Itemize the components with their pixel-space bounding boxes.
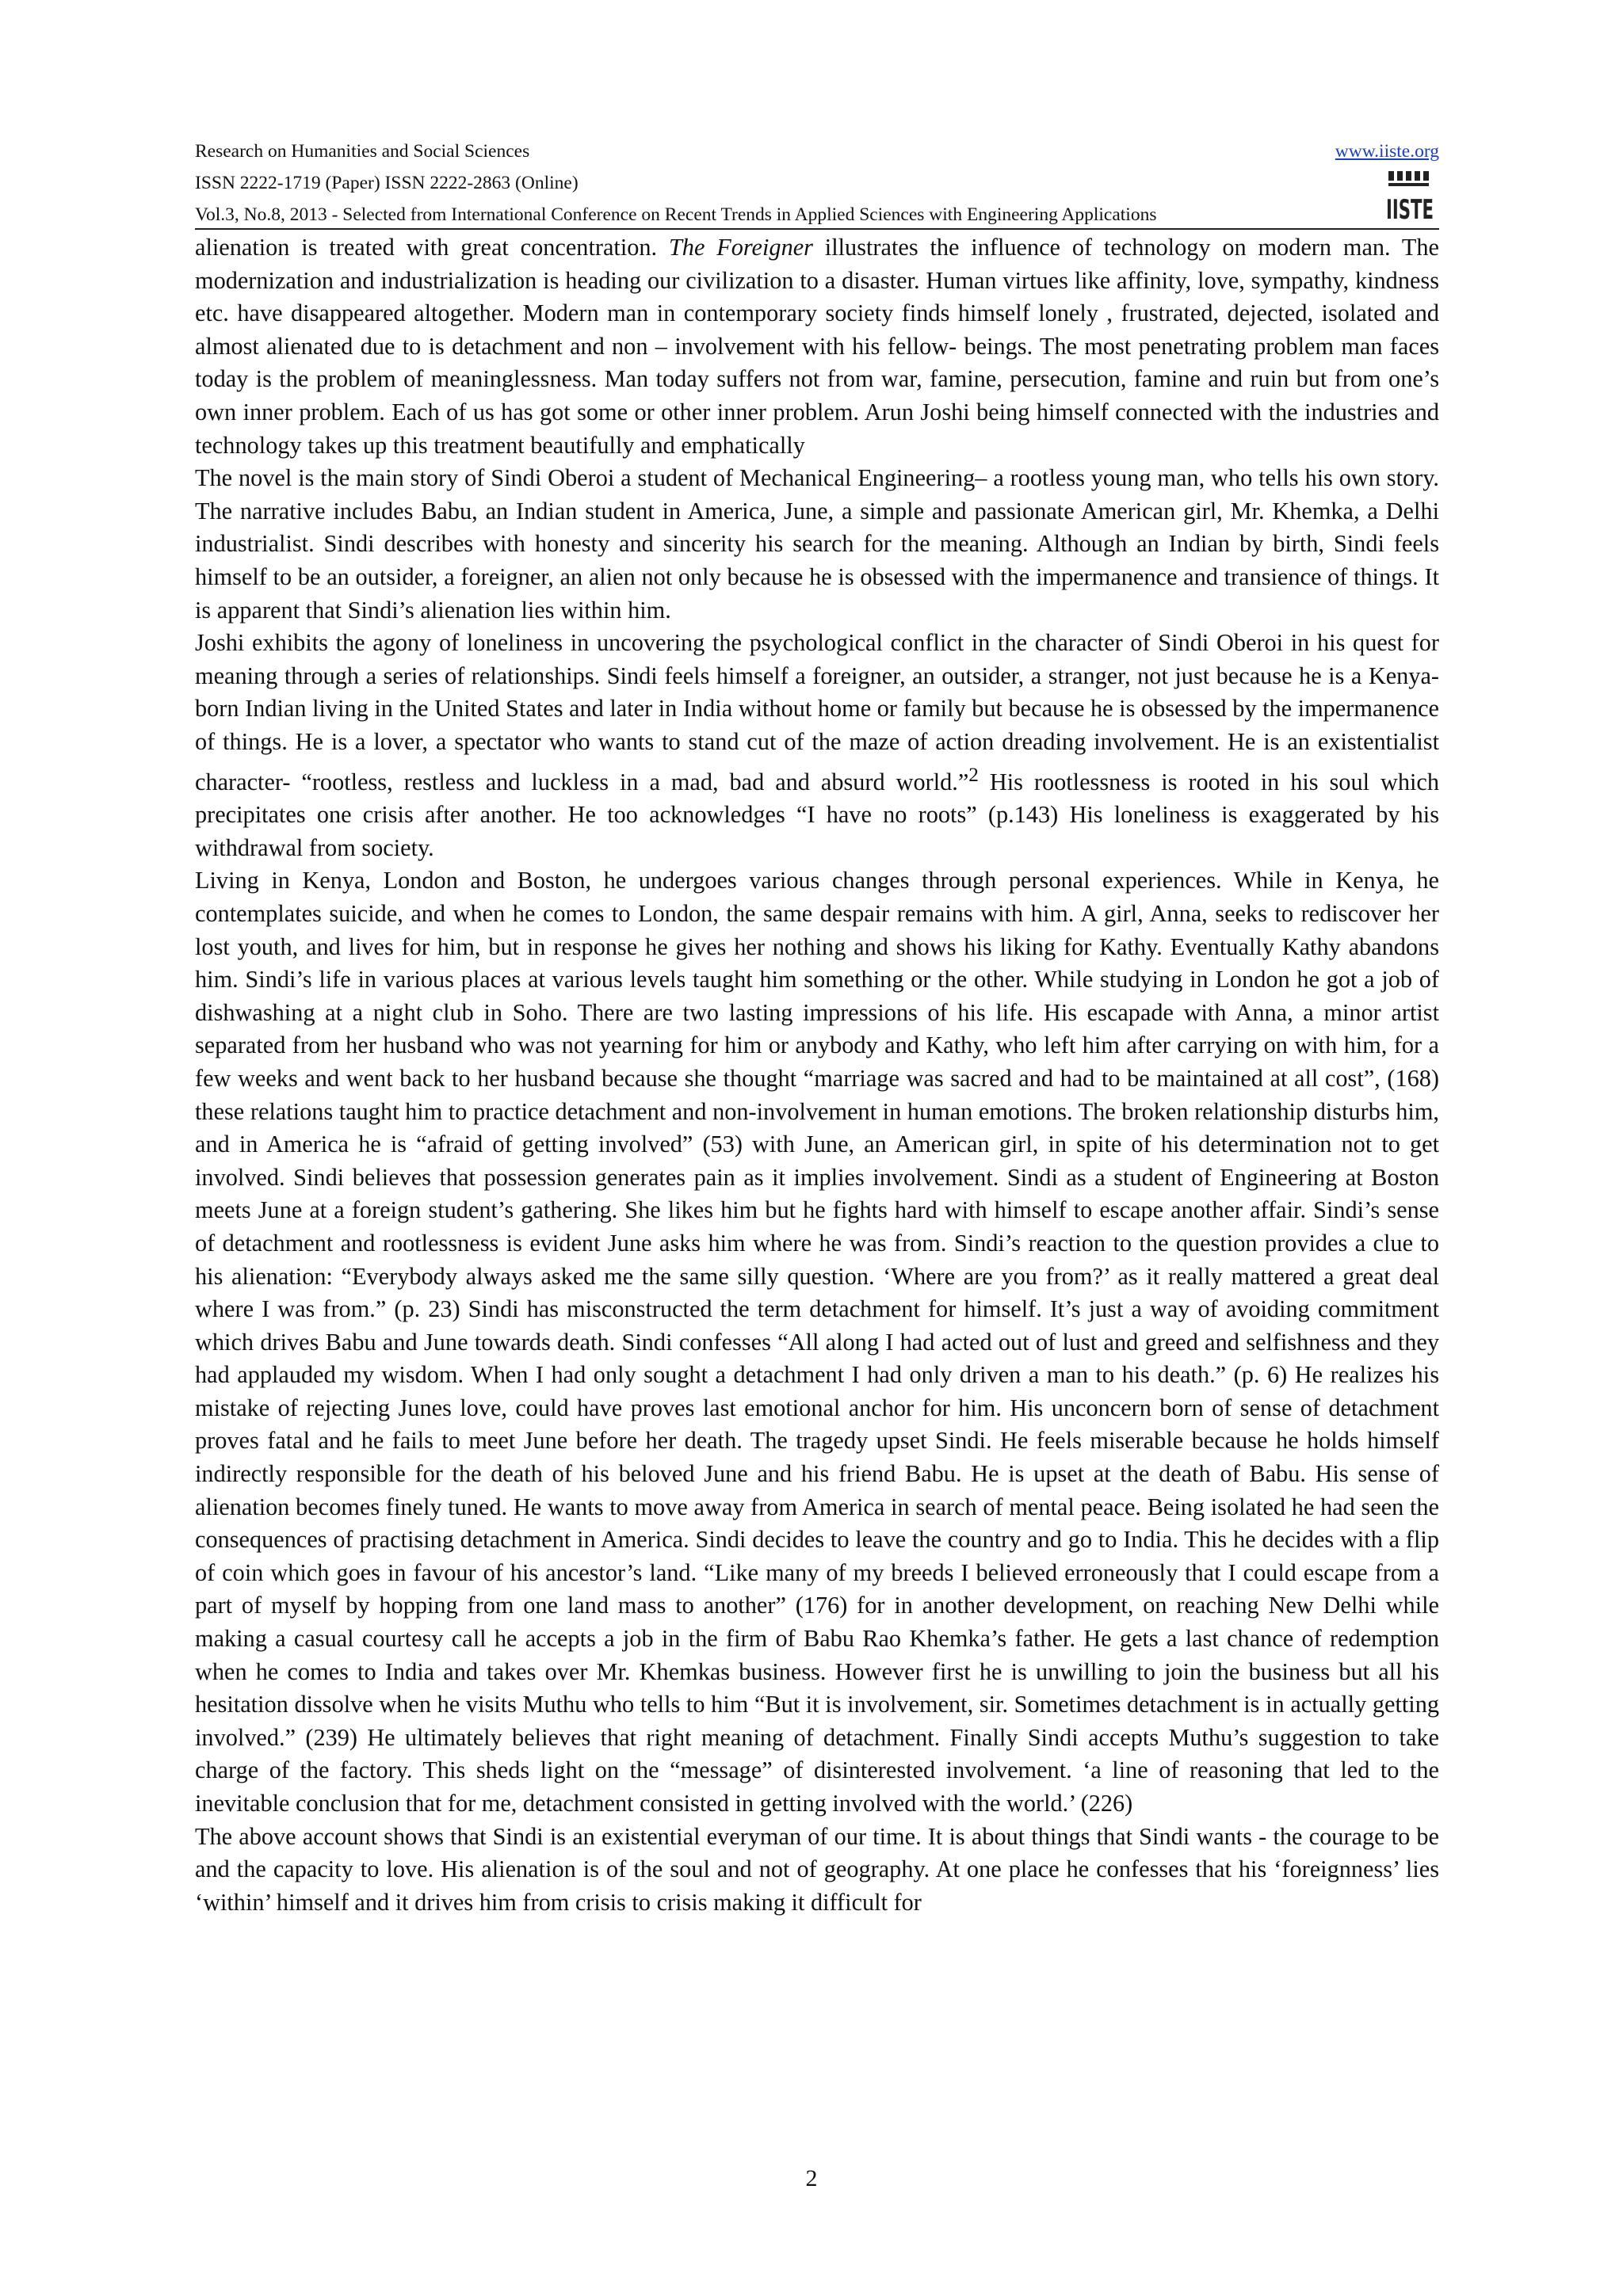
paragraph-4: Living in Kenya, London and Boston, he undergoes various changes through personal experiences. While in Kenya, he contemplates suicide, and when he comes to London, the same despair remains with him. A girl, Anna, seeks to rediscover her lost youth, and lives for him, but in response he gives her nothing and shows his liking for Kathy. Eventually Kathy abandons him. Sindi’s life in various places at various levels taught him something or the other. While studying in London he got a job of dishwashing at a night club in Soho. There are two lasting impressions of his life. His escapade with Anna, a minor artist separated from her husband who was not yearning for him or anybody and Kathy, who left him after carrying on with him, for a few weeks and went back to her husband because she thought “marriage was sacred and had to be maintained at all cost”, (168) these relations taught him to practice detachment and non-involvement in human emotions. The broken relationship disturbs him, and in America he is “afraid of getting involved” (53) with June, an American girl, in spite of his determination not to get involved. Sindi believes that possession generates pain as it implies involvement. Sindi as a student of Engineering at Boston meets June at a foreign student’s gathering. She likes him but he fights hard with himself to escape another affair. Sindi’s sense of detachment and rootlessness is evident June asks him where he was from. Sindi’s reaction to the question provides a clue to his alienation: “Everybody always asked me the same silly question. ‘Where are you from?’ as it really mattered a great deal where I was from.” (p. 23) Sindi has misconstructed the term detachment for himself. It’s just a way of avoiding commitment which drives Babu and June towards death. Sindi confesses “All along I had acted out of lust and greed and selfishness and they had applauded my wisdom. When I had only sought a detachment I had only driven a man to his death.” (p. 6) He realizes his mistake of rejecting Junes love, could have proves last emotional anchor for him. His unconcern born of sense of detachment proves fatal and he fails to meet June before her death. The tragedy upset Sindi. He feels miserable because he holds himself indirectly responsible for the death of his beloved June and his friend Babu. He is upset at the death of Babu. His sense of alienation becomes finely tuned. He wants to move away from America in search of mental peace. Being isolated he had seen the consequences of practising detachment in America. Sindi decides to leave the country and go to India. This he decides with a flip of coin which goes in favour of his ancestor’s land. “Like many of my breeds I believed erroneously that I could escape from a part of myself by hopping from one land mass to another” (176) for in another development, on reaching New Delhi while making a casual courtesy call he accepts a job in the firm of Babu Rao Khemka’s father. He gets a last chance of redemption when he comes to India and takes over Mr. Khemkas business. However first he is unwilling to join the business but all his hesitation dissolve when he visits Muthu who tells to him “But it is involvement, sir. Sometimes detachment is in actually getting involved.” (239) He ultimately believes that right meaning of detachment. Finally Sindi accepts Muthu’s suggestion to take charge of the factory. This sheds light on the “message” of disinterested involvement. ‘a line of reasoning that led to the inevitable conclusion that for me, detachment consisted in getting involved with the world.’ (226) (195, 867, 1439, 1817)
journal-title: Research on Humanities and Social Sciences (195, 141, 530, 162)
paragraph-1-lead: alienation is treated with great concentration. (195, 234, 669, 261)
issn-line: ISSN 2222-1719 (Paper) ISSN 2222-2863 (Online) (195, 173, 579, 193)
page-number: 2 (805, 2165, 818, 2191)
paragraph-2: The novel is the main story of Sindi Oberoi a student of Mechanical Engineering– a rootless young man, who tells his own story. The narrative includes Babu, an Indian student in America, June, a simple and passionate American girl, Mr. Khemka, a Delhi industrialist. Sindi describes with honesty and sincerity his search for the meaning. Although an Indian by birth, Sindi feels himself to be an outsider, a foreigner, an alien not only because he is obsessed with the impermanence and transience of things. It is apparent that Sindi’s alienation lies within him. (195, 464, 1439, 624)
paragraph-5: The above account shows that Sindi is an existential everyman of our time. It is about things that Sindi wants - the courage to be and the capacity to love. His alienation is of the soul and not of geography. At one place he confesses that his ‘foreignness’ lies ‘within’ himself and it drives him from crisis to crisis making it difficult for (195, 1822, 1439, 1916)
novel-title: The Foreigner (668, 234, 813, 261)
journal-website-link[interactable]: www.iiste.org (1335, 141, 1439, 162)
iiste-logo (1384, 170, 1436, 227)
article-body (195, 231, 1439, 2117)
paragraph-3-rest: His rootlessness is rooted in his soul which precipitates one crisis after another. He too acknowledges “I have no roots” (p.143) His loneliness is exaggerated by his withdrawal from society. (195, 768, 1439, 861)
paragraph-1 (195, 231, 1439, 462)
footnote-marker: 2 (968, 763, 979, 786)
logo-lettering: IISTE (1386, 194, 1434, 226)
paragraph-3-lead: Joshi exhibits the agony of loneliness in uncovering the psychological conflict in the character of Sindi Oberoi in his quest for meaning through a series of relationships. Sindi feels himself a foreigner, an outsider, a stranger, not just because he is a Kenya-born Indian living in the United States and later in India without home or family but because he is obsessed by the impermanence of things. He is a lover, a spectator who wants to stand cut of the maze of action dreading involvement. He is an existentialist character- “rootless, restless and luckless in a mad, bad and absurd world.” (195, 629, 1439, 795)
page-header (195, 138, 1439, 230)
paragraph-3 (195, 627, 1439, 864)
volume-line: Vol.3, No.8, 2013 - Selected from International Conference on Recent Trends in Applied Sciences with Engineering Applications (195, 204, 1157, 225)
paragraph-1-rest: illustrates the influence of technology on modern man. The modernization and industrialization is heading our civilization to a disaster. Human virtues like affinity, love, sympathy, kindness etc. have disappeared altogether. Modern man in contemporary society finds himself lonely , frustrated, dejected, isolated and almost alienated due to is detachment and non – involvement with his fellow- beings. The most penetrating problem man faces today is the problem of meaninglessness. Man today suffers not from war, famine, persecution, famine and ruin but from one’s own inner problem. Each of us has got some or other inner problem. Arun Joshi being himself connected with the industries and technology takes up this treatment beautifully and emphatically (195, 234, 1439, 459)
